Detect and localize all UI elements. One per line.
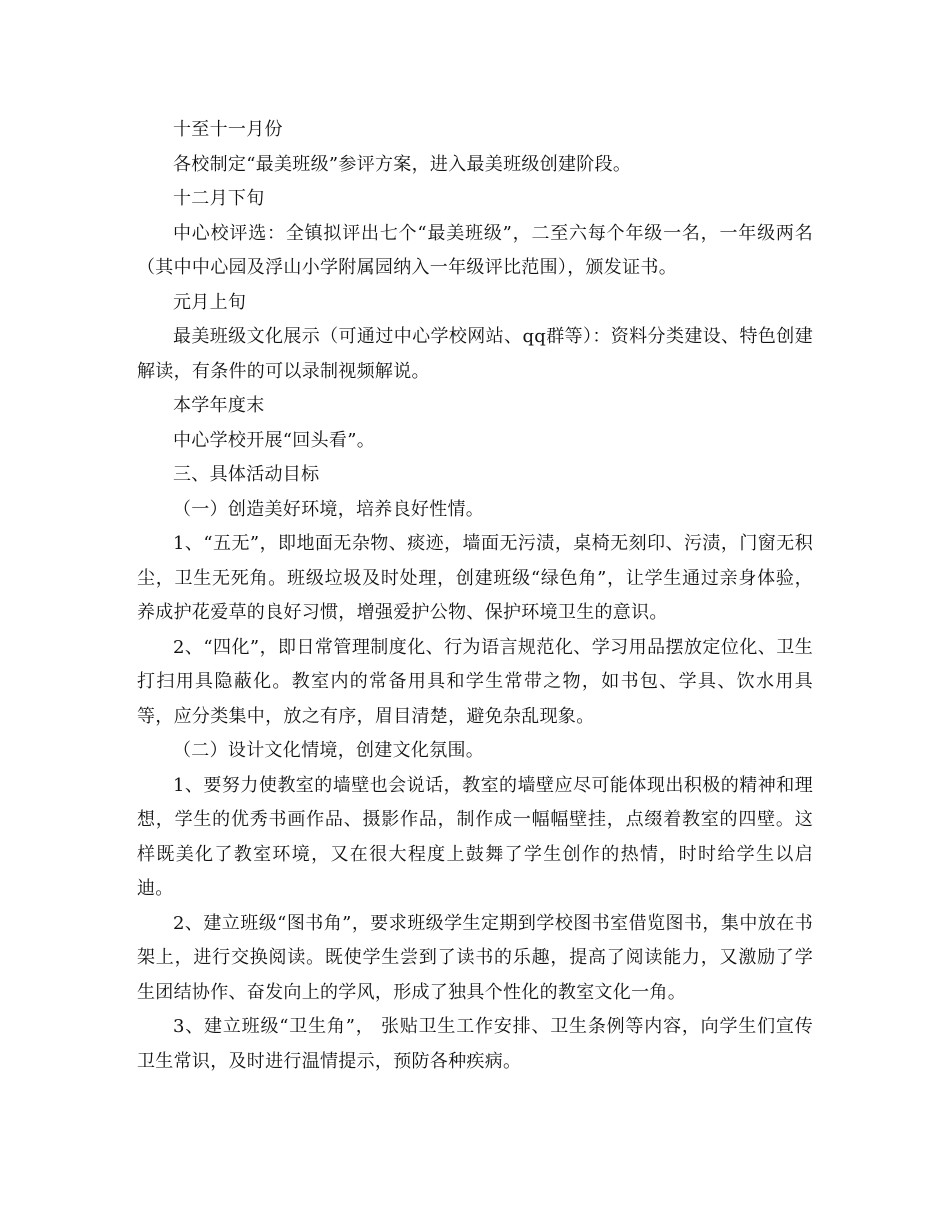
- subsection-heading-environment: （一）创造美好环境，培养良好性情。: [173, 498, 485, 520]
- schedule-text-oct-nov: 各校制定“最美班级”参评方案，进入最美班级创建阶段。: [173, 153, 632, 175]
- schedule-text-year-end: 中心学校开展“回头看”。: [173, 429, 376, 451]
- culture-paragraph-walls: 1、要努力使教室的墙壁也会说话，教室的墙壁应尽可能体现出积极的精神和理想，学生的优秀书画作品、摄影作品，制作成一幅幅壁挂，点缀着教室的四壁。这样既美化了教室环境，又在很大程度上鼓舞了学生创作的热情，时时给学生以启迪。: [137, 774, 813, 899]
- culture-paragraph-hygiene-corner: 3、建立班级“卫生角”， 张贴卫生工作安排、卫生条例等内容，向学生们宣传卫生常识，及时进行温情提示，预防各种疾病。: [137, 1016, 813, 1072]
- schedule-text-late-dec: 中心校评选：全镇拟评出七个“最美班级”，二至六每个年级一名，一年级两名（其中中心园及浮山小学附属园纳入一年级评比范围），颁发证书。: [137, 222, 813, 278]
- document-page: [137, 113, 813, 1079]
- schedule-text-early-jan: 最美班级文化展示（可通过中心学校网站、qq群等）：资料分类建设、特色创建解读，有条件的可以录制视频解说。: [137, 326, 813, 382]
- subsection-heading-culture: （二）设计文化情境，创建文化氛围。: [173, 740, 485, 761]
- schedule-heading-year-end: 本学年度末: [173, 395, 265, 416]
- culture-paragraph-book-corner: 2、建立班级“图书角”，要求班级学生定期到学校图书室借览图书，集中放在书架上，进行交换阅读。既使学生尝到了读书的乐趣，提高了阅读能力，又激励了学生团结协作、奋发向上的学风，形成了独具个性化的教室文化一角。: [137, 912, 813, 1003]
- section-heading-goals: 三、具体活动目标: [173, 464, 320, 485]
- schedule-heading-late-dec: 十二月下旬: [173, 188, 265, 209]
- goal-paragraph-four-standards: 2、“四化”，即日常管理制度化、行为语言规范化、学习用品摆放定位化、卫生打扫用具隐蔽化。教室内的常备用具和学生常带之物，如书包、学具、饮水用具等，应分类集中，放之有序，眉目清楚，避免杂乱现象。: [137, 636, 813, 727]
- schedule-heading-oct-nov: 十至十一月份: [173, 119, 283, 140]
- schedule-heading-early-jan: 元月上旬: [173, 291, 247, 313]
- goal-paragraph-five-nos: 1、“五无”，即地面无杂物、痰迹，墙面无污渍，桌椅无刻印、污渍，门窗无积尘，卫生无死角。班级垃圾及时处理，创建班级“绿色角”，让学生通过亲身体验，养成护花爱草的良好习惯，增强爱护公物、保护环境卫生的意识。: [137, 533, 813, 623]
